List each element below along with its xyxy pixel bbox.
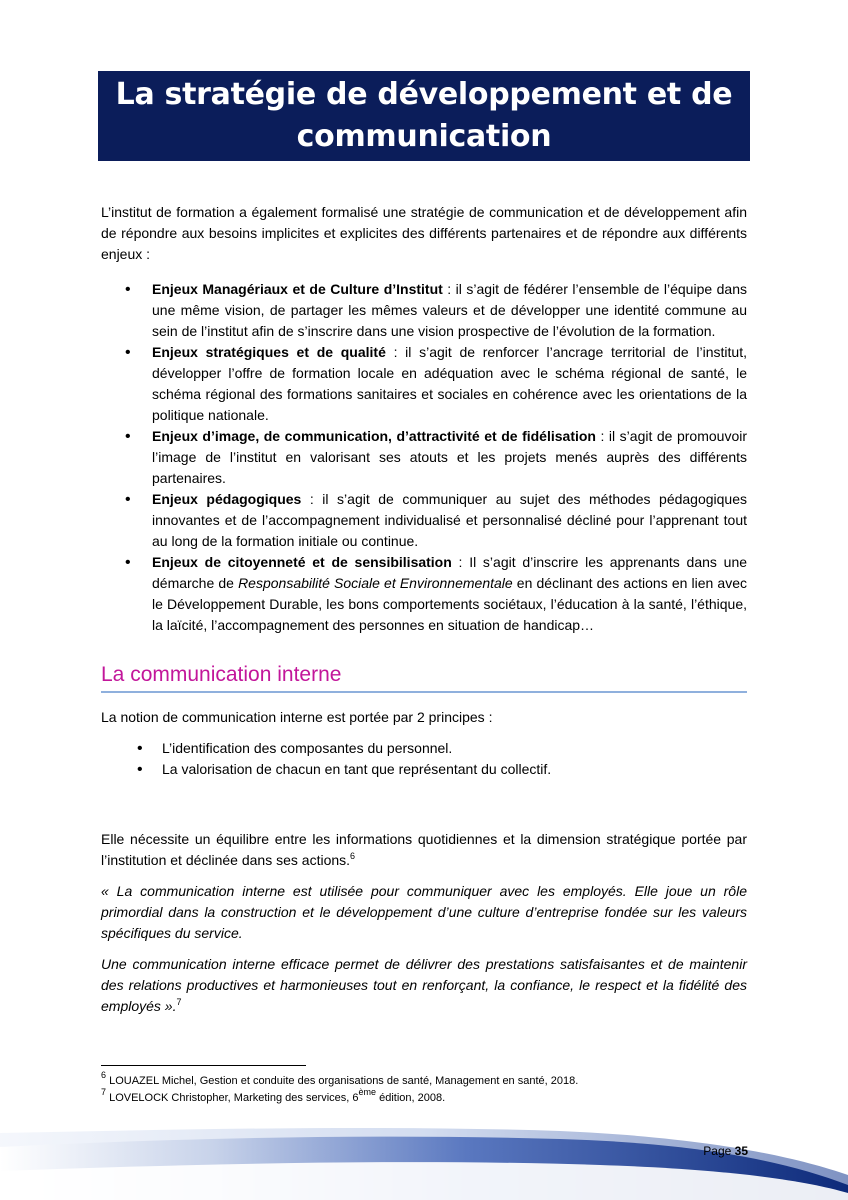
footnote-ref: 7 — [176, 997, 182, 1007]
page-title: La stratégie de développement et de communication — [115, 77, 733, 154]
section-heading: La communication interne — [101, 662, 747, 693]
footnotes — [101, 1070, 747, 1107]
enjeux-list — [101, 279, 747, 636]
equilibre-paragraph: Elle nécessite un équilibre entre les informations quotidiennes et la dimension stratégique portée par l’institution et déclinée dans ses actions.$^6$ — [101, 831, 747, 868]
quote-paragraph: Une communication interne efficace permet de délivrer des prestations satisfaisantes et de maintenir des relations productives et harmonieuses tout en renforçant, la confiance, le respect et la fidélité des employés ».$^7$ — [101, 956, 747, 1014]
list-item: • La valorisation de chacun en tant que représentant du collectif. — [101, 759, 747, 780]
quote-paragraph: « La communication interne est utilisée pour communiquer avec les employés. Elle joue un rôle primordial dans la construction et le développement d’une culture d’entreprise fondée sur les valeurs spécifiques du service. — [101, 883, 747, 941]
intro-paragraph: L’institut de formation a également formalisé une stratégie de communication et de développement afin de répondre aux besoins implicites et explicites des différents partenaires et de répondre aux différents enjeux : — [101, 204, 747, 262]
principes-list — [101, 738, 747, 780]
main-content — [101, 202, 747, 1017]
list-item: • Enjeux de citoyenneté et de sensibilisation : Il s’agit d’inscrire les apprenants dans une démarche de Responsabilité Sociale et Environnementale en déclinant des actions en lien avec le Développement Durable, les bons comportements sociétaux, l’éducation à la santé, l’éthique, la laïcité, l’accompagnement des personnes en situation de handicap… — [101, 552, 747, 636]
list-item: • L’identification des composantes du personnel. — [101, 738, 747, 759]
title-banner — [98, 71, 750, 161]
list-item: • Enjeux Managériaux et de Culture d’Institut : il s’agit de fédérer l’ensemble de l’équipe dans une même vision, de partager les mêmes valeurs et de développer une identité commune au sein de l’institut afin de s’inscrire dans une vision prospective de l’évolution de la formation. — [101, 279, 747, 342]
list-item: • Enjeux pédagogiques : il s’agit de communiquer au sujet des méthodes pédagogiques innovantes et de l’accompagnement individualisé et personnalisé décliné pour l’apprenant tout au long de la formation initiale ou continue. — [101, 489, 747, 552]
page-number: Page 35 — [703, 1144, 748, 1158]
footnote-ref: 6 — [350, 851, 356, 861]
footnote: $^6$ LOUAZEL Michel, Gestion et conduite des organisations de santé, Management en santé, 2018. — [101, 1070, 579, 1087]
footnote-divider — [101, 1065, 306, 1066]
list-item: • Enjeux d’image, de communication, d’attractivité et de fidélisation : il s’agit de promouvoir l’image de l’institut en valorisant ses atouts et les projets menés auprès des différents partenaires. — [101, 426, 747, 489]
list-item: • Enjeux stratégiques et de qualité : il s’agit de renforcer l’ancrage territorial de l’institut, développer l’offre de formation locale en adéquation avec le schéma régional de santé, le schéma régional des formations sanitaires et sociales en cohérence avec les orientations de la politique nationale. — [101, 342, 747, 426]
decorative-wave-footer — [0, 1125, 848, 1200]
principes-intro: La notion de communication interne est portée par 2 principes : — [101, 709, 493, 725]
footnote: $^7$ LOVELOCK Christopher, Marketing des services, 6ème édition, 2008. — [101, 1087, 446, 1104]
